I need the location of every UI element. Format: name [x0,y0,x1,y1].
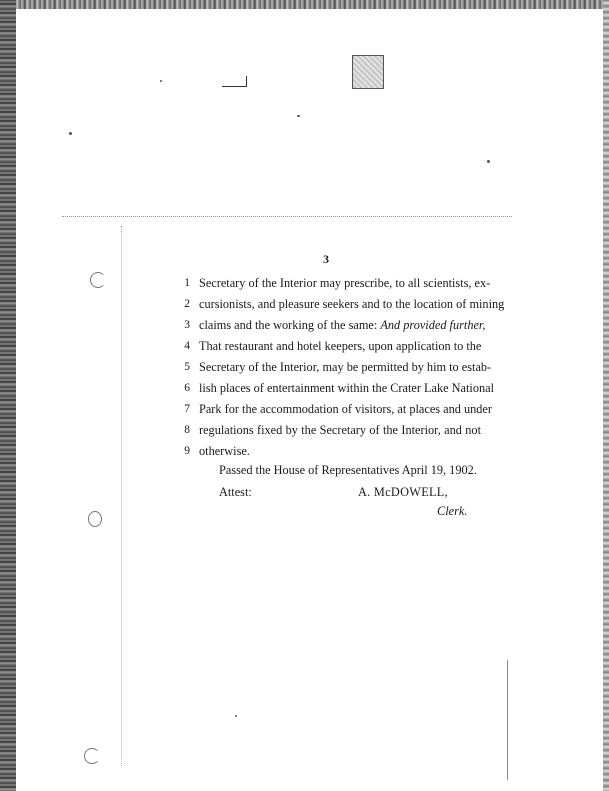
text-line [175,336,495,356]
text-line [175,420,495,440]
pen-mark [222,76,247,87]
line-number: 8 [184,424,190,436]
line-text-roman: claims and the working of the same: [199,318,381,332]
right-rule [507,660,508,780]
text-line [175,273,495,293]
text-line [175,378,495,398]
punch-hole [84,748,100,764]
scan-speck [160,80,162,82]
line-number: 1 [184,277,190,289]
text-line [175,357,495,377]
punch-hole [88,511,102,527]
scan-speck [487,160,490,163]
signer-title: Clerk. [437,504,468,518]
scan-speck [69,132,72,135]
text-line [175,441,495,461]
line-number: 7 [184,403,190,415]
line-text: otherwise. [199,444,250,458]
punch-hole [90,272,106,288]
line-text: Secretary of the Interior, may be permitted by him to estab- [199,360,492,374]
scan-edge-left [0,0,16,791]
line-text: lish places of entertainment within the Crater Lake National [199,381,495,395]
line-number: 6 [184,382,190,394]
line-number: 4 [184,340,190,352]
scan-edge-top [0,0,609,9]
page-number: 3 [323,252,329,266]
attest-label: Attest: [219,485,252,499]
line-text-italic: And provided further, [380,318,486,332]
line-text: regulations fixed by the Secretary of the Interior, and not [199,423,481,437]
passage-statement: Passed the House of Representatives April 19, 1902. [219,463,477,477]
line-text [199,315,486,335]
text-line [175,315,495,335]
line-number: 3 [184,319,190,331]
line-text: That restaurant and hotel keepers, upon application to the [199,339,482,353]
line-number: 5 [184,361,190,373]
line-text: Park for the accommodation of visitors, at places and under [199,402,492,416]
scan-speck [235,715,237,717]
line-text: cursionists, and pleasure seekers and to the location of mining [199,297,505,311]
signer-name: A. McDOWELL, [358,485,448,499]
margin-rule [121,226,122,766]
stamp-mark [352,55,384,89]
line-number: 9 [184,445,190,457]
fold-line [62,216,512,217]
text-line [175,399,495,419]
text-line [175,294,505,314]
line-number: 2 [184,298,190,310]
scan-edge-right [603,0,609,791]
line-text: Secretary of the Interior may prescribe, to all scientists, ex- [199,276,491,290]
scan-speck [297,115,300,117]
